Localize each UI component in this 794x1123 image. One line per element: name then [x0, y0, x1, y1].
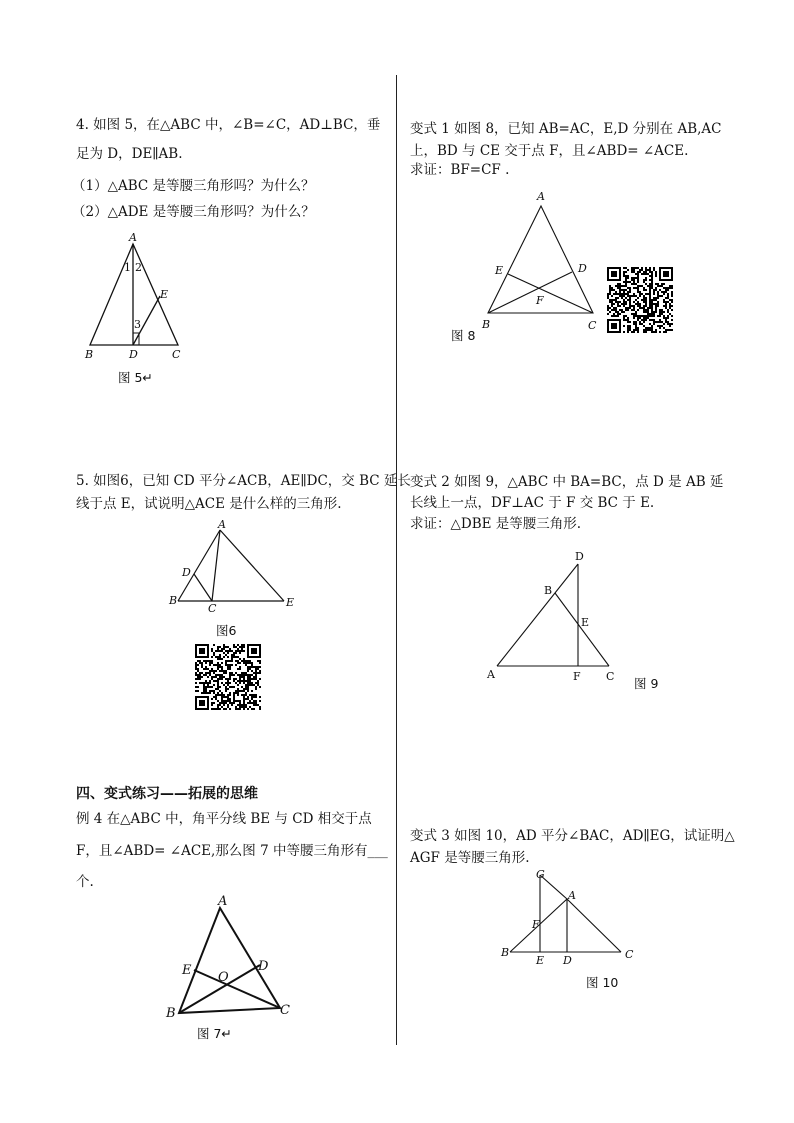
section-heading: 四、变式练习——拓展的思维	[76, 786, 258, 802]
fig6-label-b: B	[169, 594, 178, 607]
v2-line3: 求证：△DBE 是等腰三角形.	[410, 516, 582, 532]
fig7-caption: 图 7↵	[197, 1026, 232, 1041]
fig10-label-d: D	[563, 954, 572, 967]
fig6-label-a: A	[218, 518, 226, 531]
fig7-label-o: O	[218, 970, 229, 985]
v2-line2: 长线上一点，DF⊥AC 于 F 交 BC 于 E.	[410, 495, 655, 511]
fig10-label-a: A	[568, 889, 576, 902]
fig8-label-e: E	[495, 264, 504, 277]
fig10-label-g: G	[536, 868, 545, 881]
fig7-label-e: E	[182, 963, 192, 978]
fig5-angle-1: 1	[124, 261, 131, 274]
fig8-label-b: B	[482, 318, 491, 331]
q5-line1: 5. 如图6，已知 CD 平分∠ACB，AE∥DC，交 BC 延长	[76, 473, 411, 489]
fig7-label-c: C	[280, 1003, 290, 1018]
v3-line2: AGF 是等腰三角形.	[410, 850, 530, 866]
fig9-label-e: E	[581, 616, 590, 629]
v3-line1: 变式 3 如图 10，AD 平分∠BAC，AD∥EG，试证明△	[410, 828, 735, 844]
ex4-line2: F，且∠ABD= ∠ACE,那么图 7 中等腰三角形有___	[76, 843, 388, 859]
v1-line1: 变式 1 如图 8，已知 AB=AC，E,D 分别在 AB,AC	[410, 121, 722, 137]
fig5-angle-3: 3	[134, 318, 141, 331]
fig5-label-c: C	[172, 348, 181, 361]
fig7-label-b: B	[166, 1006, 176, 1021]
v1-line3: 求证：BF=CF .	[410, 162, 510, 178]
q4-sub2: （2）△ADE 是等腰三角形吗？为什么？	[72, 204, 315, 220]
fig9-caption: 图 9	[634, 676, 659, 691]
q4-sub1: （1）△ABC 是等腰三角形吗？为什么？	[72, 178, 315, 194]
fig8-label-c: C	[588, 319, 597, 332]
v2-line1: 变式 2 如图 9，△ABC 中 BA=BC，点 D 是 AB 延	[410, 474, 724, 490]
fig8-label-d: D	[578, 262, 587, 275]
fig8-caption: 图 8	[451, 328, 476, 343]
fig10-label-e: E	[536, 954, 545, 967]
fig7-label-d: D	[258, 959, 269, 974]
ex4-line3: 个.	[76, 874, 94, 890]
fig9-label-a: A	[487, 668, 495, 681]
fig5-angle-2: 2	[135, 261, 142, 274]
fig9-label-b: B	[544, 584, 553, 597]
fig9-label-f: F	[573, 670, 581, 683]
v1-line2: 上，BD 与 CE 交于点 F，且∠ABD= ∠ACE.	[410, 143, 689, 159]
fig6-label-c: C	[208, 602, 217, 615]
fig6-label-e: E	[286, 596, 295, 609]
fig5-caption: 图 5↵	[118, 370, 153, 385]
fig6-label-d: D	[182, 566, 191, 579]
fig5-label-a: A	[129, 231, 137, 244]
fig10-label-c: C	[625, 948, 634, 961]
q5-line2: 线于点 E，试说明△ACE 是什么样的三角形.	[76, 496, 342, 512]
fig6-caption: 图6	[216, 623, 237, 638]
fig5-label-d: D	[129, 348, 138, 361]
fig10-caption: 图 10	[586, 975, 619, 990]
q4-line2: 足为 D，DE∥AB.	[76, 146, 183, 162]
fig8-label-a: A	[537, 190, 545, 203]
fig9-label-d: D	[575, 550, 584, 563]
fig10-label-f: F	[532, 918, 540, 931]
fig9-label-c: C	[606, 670, 615, 683]
fig7-label-a: A	[218, 894, 228, 909]
fig5-label-b: B	[85, 348, 94, 361]
ex4-line1: 例 4 在△ABC 中，角平分线 BE 与 CD 相交于点	[76, 811, 372, 827]
fig5-label-e: E	[160, 288, 169, 301]
fig8-label-f: F	[536, 294, 544, 307]
fig10-label-b: B	[501, 946, 510, 959]
q4-line1: 4. 如图 5，在△ABC 中，∠B=∠C，AD⊥BC，垂	[76, 117, 381, 133]
